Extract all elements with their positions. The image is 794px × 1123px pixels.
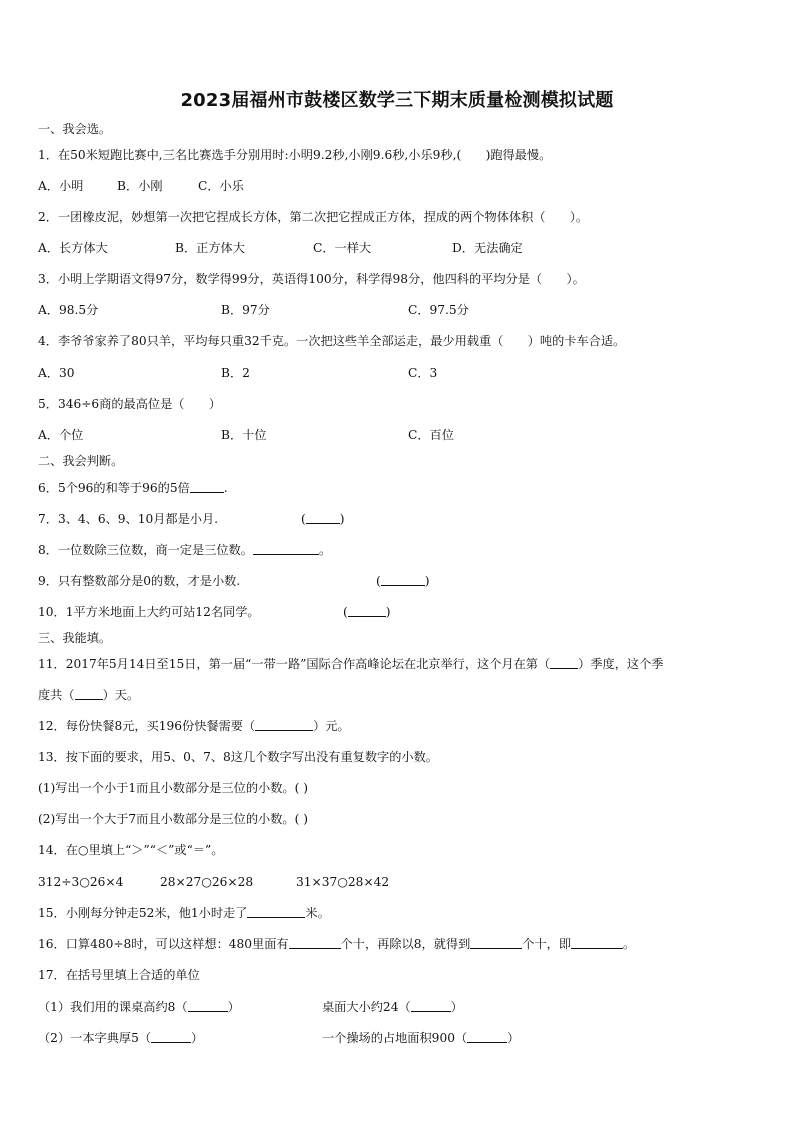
question-9-answer <box>376 573 430 589</box>
question-10-answer <box>343 604 391 620</box>
paren-right: ) <box>339 512 345 526</box>
question-13-part-1: (1)写出一个小于1而且小数部分是三位的小数。( ) <box>38 781 308 795</box>
q14-item-2: 28×27○26×28 <box>160 875 254 889</box>
question-17-stem: 17．在括号里填上合适的单位 <box>38 968 200 982</box>
question-17-row-2-right <box>322 1030 519 1046</box>
question-11-text-b: ）季度，这个季 <box>578 657 664 671</box>
question-12-text-a: 12．每份快餐8元，买196份快餐需要（ <box>38 719 256 733</box>
q4-option-a: A．30 <box>38 366 75 380</box>
question-11-text-d: ）天。 <box>102 688 140 702</box>
question-16 <box>38 936 635 952</box>
page-title: 2023届福州市鼓楼区数学三下期末质量检测模拟试题 <box>180 90 614 111</box>
question-15 <box>38 905 330 921</box>
question-11-line-2 <box>38 687 139 703</box>
q4-option-b: B．2 <box>221 366 250 380</box>
question-13-stem: 13．按下面的要求，用5、0、7、8这几个数字写出没有重复数字的小数。 <box>38 750 438 764</box>
paren-left: ( <box>376 574 381 588</box>
q3-option-b: B．97分 <box>221 303 270 317</box>
question-7-text: 7．3、4、6、9、10月都是小月. <box>38 512 219 526</box>
q5-option-b: B．十位 <box>221 428 267 442</box>
question-4-stem: 4．李爷爷家养了80只羊，平均每只重32千克。一次把这些羊全部运走，最少用载重（ ）吨的卡车合适。 <box>38 334 626 348</box>
question-8-end: 。 <box>318 543 332 557</box>
answer-blank[interactable] <box>470 936 522 949</box>
q14-item-3: 31×37○28×42 <box>296 875 390 889</box>
question-11-line-1 <box>38 656 663 672</box>
section-heading-2: 二、我会判断。 <box>38 454 124 468</box>
question-6-text: 6．5个96的和等于96的5倍 <box>38 481 190 495</box>
question-15-text-a: 15．小刚每分钟走52米，他1小时走了 <box>38 906 248 920</box>
question-5-stem: 5．346÷6商的最高位是（ ） <box>38 397 222 411</box>
q17-r1-left-text: （1）我们用的课桌高约8（ <box>38 1000 188 1014</box>
q1-option-b: B．小刚 <box>117 179 163 193</box>
answer-blank[interactable] <box>467 1030 507 1043</box>
answer-blank[interactable] <box>253 542 319 555</box>
question-1-stem: 1．在50米短跑比赛中,三名比赛选手分别用时:小明9.2秒,小刚9.6秒,小乐9秒,( )跑得最慢。 <box>38 148 552 162</box>
q17-r2-left-text: （2）一本字典厚5（ <box>38 1031 152 1045</box>
question-16-text-a: 16．口算480÷8时，可以这样想：480里面有 <box>38 937 289 951</box>
q3-option-a: A．98.5分 <box>38 303 99 317</box>
q2-option-b: B．正方体大 <box>175 241 245 255</box>
answer-blank[interactable] <box>190 480 224 493</box>
question-12 <box>38 718 350 734</box>
answer-blank[interactable] <box>255 718 313 731</box>
question-7-answer <box>301 511 345 527</box>
q1-option-a: A．小明 <box>38 179 84 193</box>
answer-blank[interactable] <box>411 999 451 1012</box>
paren-right: ） <box>507 1031 520 1045</box>
question-6 <box>38 480 228 496</box>
paren-right: ） <box>227 1000 240 1014</box>
question-16-text-c: 个十，即 <box>522 937 572 951</box>
q2-option-c: C．一样大 <box>313 241 372 255</box>
section-heading-3: 三、我能填。 <box>38 631 112 645</box>
q3-option-c: C．97.5分 <box>408 303 469 317</box>
answer-blank[interactable] <box>571 936 623 949</box>
question-10-text: 10．1平方米地面上大约可站12名同学。 <box>38 605 260 619</box>
question-15-text-b: 米。 <box>305 906 330 920</box>
question-8-text: 8．一位数除三位数，商一定是三位数。 <box>38 543 253 557</box>
question-11-text-c: 度共（ <box>38 688 75 702</box>
question-8 <box>38 542 331 558</box>
q4-option-c: C．3 <box>408 366 438 380</box>
section-heading-1: 一、我会选。 <box>38 122 112 136</box>
q17-r2-right-text: 一个操场的占地面积900（ <box>322 1031 468 1045</box>
paren-left: ( <box>343 605 348 619</box>
question-11-text-a: 11．2017年5月14日至15日，第一届“一带一路”国际合作高峰论坛在北京举行，这个月在第（ <box>38 657 551 671</box>
q2-option-a: A．长方体大 <box>38 241 108 255</box>
question-16-text-b: 个十，再除以8，就得到 <box>340 937 471 951</box>
question-14-stem: 14．在○里填上“＞”“＜”或“＝”。 <box>38 843 224 857</box>
answer-blank[interactable] <box>550 656 578 669</box>
question-17-row-1-left <box>38 999 240 1015</box>
answer-blank[interactable] <box>151 1030 191 1043</box>
question-12-text-b: ）元。 <box>313 719 350 733</box>
question-17-row-1-right <box>322 999 463 1015</box>
answer-blank[interactable] <box>348 604 386 617</box>
answer-blank[interactable] <box>188 999 228 1012</box>
answer-blank[interactable] <box>75 687 103 700</box>
answer-blank[interactable] <box>381 573 425 586</box>
question-9-text: 9．只有整数部分是0的数，才是小数. <box>38 574 241 588</box>
paren-right: ) <box>424 574 430 588</box>
q5-option-a: A．个位 <box>38 428 84 442</box>
paren-right: ) <box>385 605 391 619</box>
q5-option-c: C．百位 <box>408 428 454 442</box>
question-3-stem: 3．小明上学期语文得97分，数学得99分，英语得100分，科学得98分，他四科的平均分是（ ）。 <box>38 272 585 286</box>
answer-blank[interactable] <box>306 511 340 524</box>
question-6-end: . <box>223 481 228 495</box>
q14-item-1: 312÷3○26×4 <box>38 875 124 889</box>
answer-blank[interactable] <box>289 936 341 949</box>
q17-r1-right-text: 桌面大小约24（ <box>322 1000 411 1014</box>
question-17-row-2-left <box>38 1030 203 1046</box>
paren-left: ( <box>301 512 306 526</box>
question-13-part-2: (2)写出一个大于7而且小数部分是三位的小数。( ) <box>38 812 308 826</box>
question-16-text-d: 。 <box>623 937 636 951</box>
q2-option-d: D．无法确定 <box>452 241 523 255</box>
question-2-stem: 2．一团橡皮泥，妙想第一次把它捏成长方体，第二次把它捏成正方体，捏成的两个物体体积（ ）。 <box>38 210 589 224</box>
q1-option-c: C．小乐 <box>198 179 244 193</box>
paren-right: ） <box>450 1000 463 1014</box>
paren-right: ） <box>191 1031 204 1045</box>
answer-blank[interactable] <box>247 905 305 918</box>
